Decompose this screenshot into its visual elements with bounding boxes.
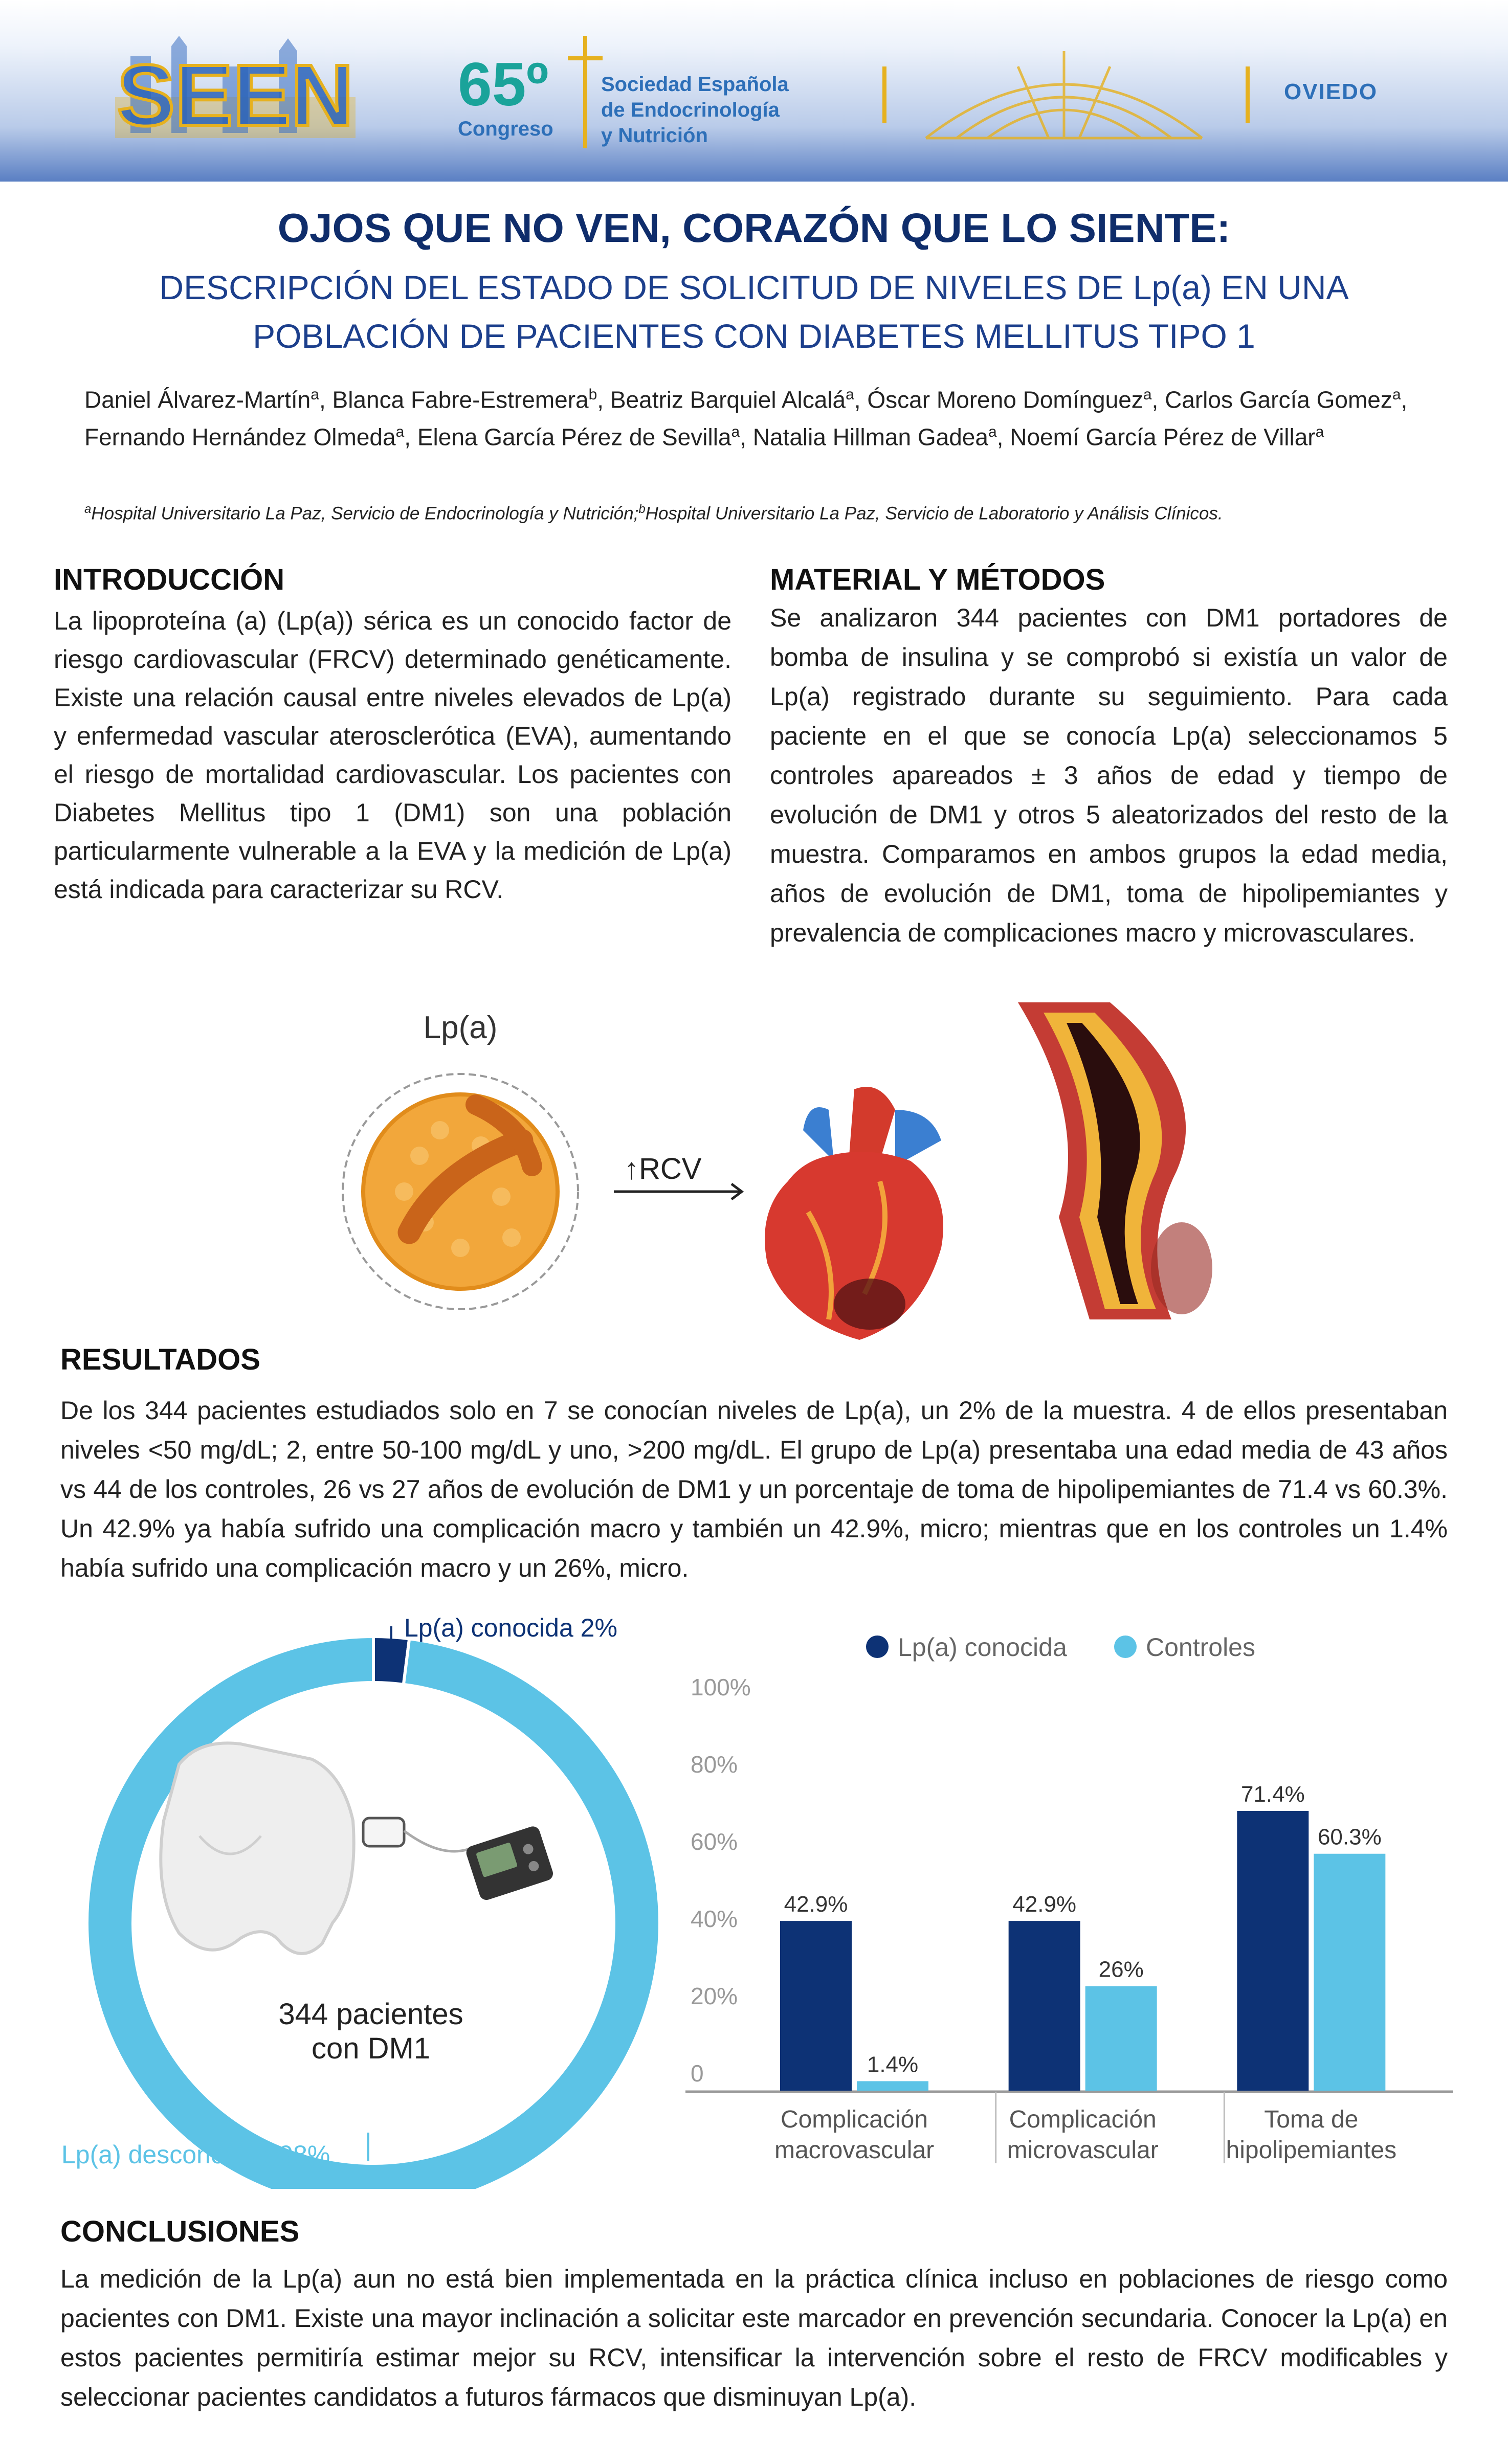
congress-number: 65º	[458, 50, 549, 119]
lpa-particle-illustration	[307, 1002, 747, 1340]
donut-center-label-1: 344 pacientes	[278, 1998, 463, 2031]
city-label: OVIEDO	[1284, 79, 1378, 104]
donut-label-unknown: Lp(a) desconocida 98%	[61, 2140, 330, 2169]
y-tick-label: 0	[691, 2060, 704, 2087]
y-tick-label: 60%	[691, 1828, 738, 1855]
author-affiliation-mark: a	[731, 423, 740, 441]
author-affiliation-mark: a	[988, 423, 997, 441]
bar-value-label: 42.9%	[1012, 1892, 1077, 1917]
author-name: Blanca Fabre-Estremera	[332, 386, 589, 413]
author-affiliation-mark: a	[1392, 386, 1401, 403]
society-name	[601, 72, 816, 153]
author-name: Óscar Moreno Domínguez	[867, 386, 1143, 413]
bar-controles	[1314, 1854, 1385, 2091]
donut-label-known: Lp(a) conocida 2%	[404, 1614, 617, 1642]
y-tick-label: 20%	[691, 1983, 738, 2009]
header-banner	[0, 0, 1508, 182]
author-affiliation-mark: a	[395, 423, 405, 441]
bar-chart-bars	[780, 1782, 1385, 2091]
oviedo-building-icon	[916, 41, 1212, 148]
subtitle-line2: POBLACIÓN DE PACIENTES CON DIABETES MELLITUS TIPO 1	[253, 317, 1255, 355]
bar-value-label: 1.4%	[867, 2052, 919, 2077]
category-label: microvascular	[1007, 2137, 1159, 2164]
author-name: Beatriz Barquiel Alcalá	[610, 386, 846, 413]
bar-value-label: 42.9%	[784, 1892, 848, 1917]
header-divider-1	[882, 66, 886, 123]
conclusions-text: La medición de la Lp(a) aun no está bien implementada en la práctica clínica incluso en poblaciones de riesgo como pacientes con DM1. Existe una mayor inclinación a solicitar este marcador en prevención secundaria. Conocer la Lp(a) en estos pacientes permitiría estimar mejor su RCV, intensificar la intervención sobre el resto de FRCV modificables y seleccionar pacientes candidatos a futuros fármacos que disminuyan Lp(a).	[60, 2265, 1448, 2411]
patients-donut-chart	[46, 1606, 660, 2189]
poster-title: OJOS QUE NO VEN, CORAZÓN QUE LO SIENTE:	[277, 205, 1231, 251]
poster-subtitle	[0, 263, 1508, 361]
legend-label-controles: Controles	[1146, 1633, 1255, 1662]
legend-swatch-lpa	[866, 1636, 889, 1658]
congress-divider-cross	[568, 56, 603, 60]
seen-logo	[110, 36, 361, 148]
author-name: Elena García Pérez de Sevilla	[417, 423, 731, 451]
affiliation-text: Hospital Universitario La Paz, Servicio de Endocrinología y Nutrición;	[91, 503, 639, 524]
comparison-bar-chart	[665, 1611, 1463, 2189]
author-affiliation-mark: a	[1143, 386, 1152, 403]
subtitle-line1: DESCRIPCIÓN DEL ESTADO DE SOLICITUD DE NIVELES DE Lp(a) EN UNA	[159, 268, 1349, 306]
author-affiliation-mark: b	[588, 386, 597, 403]
author-name: Daniel Álvarez-Martín	[84, 386, 311, 413]
bar-lpa-conocida	[780, 1921, 852, 2091]
legend-label-lpa: Lp(a) conocida	[898, 1633, 1067, 1662]
author-affiliation-mark: a	[846, 386, 854, 403]
authors-list: Daniel Álvarez-Martín$^a$, Blanca Fabre-Estremera$^b$, Beatriz Barquiel Alcalá$^a$, Óscar Moreno Domínguez$^a$, Carlos García Gomez$^a$, Fernando Hernández Olmeda$^a$, Elena García Pérez de Sevilla$^a$, Natalia Hillman Gadea$^a$, Noemí García Pérez de Villar$^a$	[84, 386, 1408, 451]
congress-badge	[458, 51, 601, 153]
category-label: hipolipemiantes	[1226, 2137, 1397, 2164]
affiliation-mark: a	[84, 502, 92, 516]
congress-label: Congreso	[458, 118, 553, 140]
affiliation-text: Hospital Universitario La Paz, Servicio de Laboratorio y Análisis Clínicos.	[645, 503, 1223, 524]
y-tick-label: 100%	[691, 1674, 751, 1700]
bar-controles	[1085, 1986, 1157, 2091]
bar-lpa-conocida	[1237, 1811, 1309, 2091]
results-heading: RESULTADOS	[60, 1343, 260, 1376]
affiliation-mark: b	[638, 502, 646, 516]
category-label: Toma de	[1264, 2106, 1359, 2133]
methods-text: Se analizaron 344 pacientes con DM1 portadores de bomba de insulina y se comprobó si existía un valor de Lp(a) registrado durante su seguimiento. Para cada paciente en el que se conocía Lp(a) seleccionamos 5 controles apareados ± 3 años de edad y tiempo de evolución de DM1 y otros 5 aleatorizados del resto de la muestra. Comparamos en ambos grupos la edad media, años de evolución de DM1, toma de hipolipemiantes y prevalencia de complicaciones macro y microvasculares.	[770, 603, 1448, 947]
results-text: De los 344 pacientes estudiados solo en 7 se conocían niveles de Lp(a), un 2% de la muestra. 4 de ellos presentaban niveles <50 mg/dL; 2, entre 50-100 mg/dL y uno, >200 mg/dL. El grupo de Lp(a) presentaba una edad media de 43 años vs 44 de los controles, 26 vs 27 años de evolución de DM1 y un porcentaje de toma de hipolipemiantes de 71.4 vs 60.3%. Un 42.9% ya había sufrido una complicación macro y también un 42.9%, micro; mientras que en los controles un 1.4% había sufrido una complicación macro y un 26%, micro.	[60, 1396, 1448, 1582]
donut-center-label-2: con DM1	[311, 2032, 431, 2065]
insulin-pump-body-icon	[161, 1743, 555, 1954]
conclusions-heading: CONCLUSIONES	[60, 2215, 300, 2248]
society-line3: y Nutrición	[601, 124, 708, 147]
seen-logo-text: SEEN	[117, 47, 354, 144]
author-affiliation-mark: a	[1315, 423, 1324, 441]
lpa-label: Lp(a)	[423, 1010, 498, 1045]
heart-icon	[726, 1079, 972, 1345]
rcv-arrow-label: ↑RCV	[624, 1152, 702, 1185]
arrow-right-icon	[614, 1184, 742, 1199]
society-line2: de Endocrinología	[601, 99, 780, 121]
bar-controles	[857, 2081, 928, 2091]
bar-value-label: 71.4%	[1240, 1781, 1305, 1807]
author-name: Fernando Hernández Olmeda	[84, 423, 396, 451]
author-name: Noemí García Pérez de Villar	[1010, 423, 1316, 451]
bar-lpa-conocida	[1009, 1921, 1080, 2091]
author-name: Natalia Hillman Gadea	[752, 423, 988, 451]
category-label: Complicación	[1009, 2106, 1157, 2133]
intro-heading: INTRODUCCIÓN	[54, 563, 285, 596]
bar-value-label: 60.3%	[1317, 1824, 1382, 1850]
author-affiliation-mark: a	[311, 386, 319, 403]
header-divider-2	[1246, 66, 1250, 123]
y-tick-label: 40%	[691, 1906, 738, 1932]
congress-divider	[583, 36, 587, 148]
artery-plaque-icon	[957, 1002, 1223, 1319]
methods-heading: MATERIAL Y MÉTODOS	[770, 563, 1105, 596]
author-name: Carlos García Gomez	[1165, 386, 1392, 413]
y-tick-label: 80%	[691, 1751, 738, 1778]
affiliations	[84, 502, 1466, 524]
intro-text: La lipoproteína (a) (Lp(a)) sérica es un conocido factor de riesgo cardiovascular (FRCV) determinado genéticamente. Existe una relación causal entre niveles elevados de Lp(a) y enfermedad vascular aterosclerótica (EVA), aumentando el riesgo de mortalidad cardiovascular. Los pacientes con Diabetes Mellitus tipo 1 (DM1) son una población particularmente vulnerable a la EVA y la medición de Lp(a) está indicada para caracterizar su RCV.	[54, 607, 731, 904]
legend-swatch-controles	[1114, 1636, 1137, 1658]
bar-value-label: 26%	[1098, 1957, 1144, 1982]
category-label: macrovascular	[774, 2137, 935, 2164]
society-line1: Sociedad Española	[601, 73, 789, 96]
category-label: Complicación	[780, 2106, 928, 2133]
